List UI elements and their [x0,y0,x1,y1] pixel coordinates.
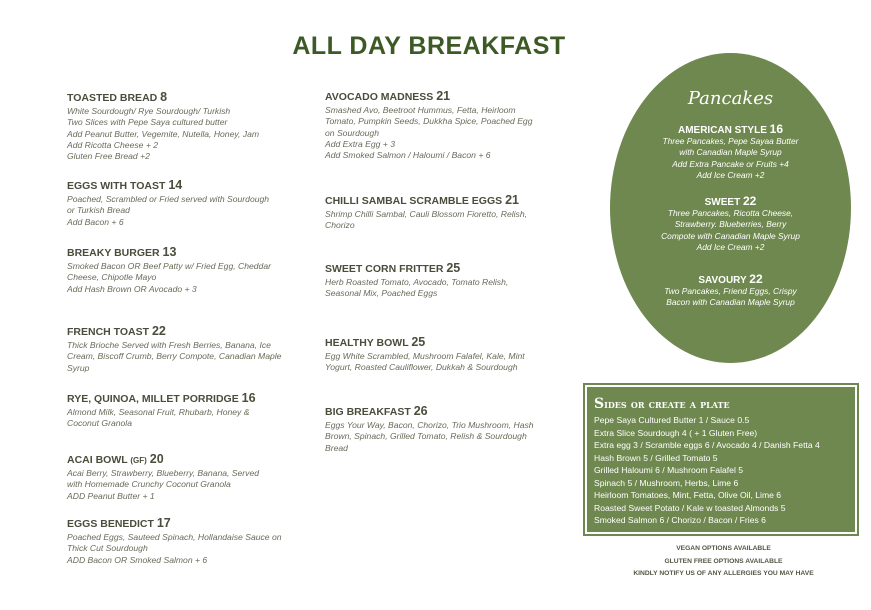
item-description: Shrimp Chilli Sambal, Cauli Blossom Fioretto, Relish, Chorizo [325,209,528,231]
item-description: Acai Berry, Strawberry, Blueberry, Banana, Served with Homemade Crunchy Coconut Granola ADD Peanut Butter + 1 [67,468,260,501]
sides-line: Extra egg 3 / Scramble eggs 6 / Avocado 4 / Danish Fetta 4 [594,440,820,450]
gluten-free-tag: (GF) [130,456,147,465]
menu-item-avocado-madness [325,89,535,161]
item-name: SWEET CORN FRITTER [325,263,444,275]
menu-item-acai-bowl [67,452,295,502]
sides-line: Pepe Saya Cultured Butter 1 / Sauce 0.5 [594,415,750,425]
item-name: SWEET [704,197,741,208]
item-description: Three Pancakes, Pepe Sayaa Butter with Canadian Maple Syrup Add Extra Pancake or Fruits +4 Add Ice Cream +2 [662,136,799,180]
item-description: Smoked Bacon OR Beef Patty w/ Fried Egg, Cheddar Cheese, Chipotle Mayo Add Hash Brown OR Avocado + 3 [67,261,271,294]
item-name: ACAI BOWL [67,454,128,466]
item-price: 13 [162,245,177,259]
item-name: SAVOURY [698,275,747,286]
item-description: Egg White Scrambled, Mushroom Falafel, Kale, Mint Yogurt, Roasted Cauliflower, Dukkah & Sourdough [325,351,525,373]
sides-line: Heirloom Tomatoes, Mint, Fetta, Olive Oil, Lime 6 [594,490,782,500]
menu-title: ALL DAY BREAKFAST [292,32,566,60]
menu-item-toasted-bread [67,90,295,162]
menu-item-big-breakfast [325,404,535,454]
item-name: BREAKY BURGER [67,247,160,259]
item-price: 14 [168,178,183,192]
item-name: BIG BREAKFAST [325,406,411,418]
item-price: 17 [156,516,171,530]
item-description: Poached, Scrambled or Fried served with Sourdough or Turkish Bread Add Bacon + 6 [67,194,270,227]
item-name: CHILLI SAMBAL SCRAMBLE EGGS [325,195,503,207]
item-name: HEALTHY BOWL [325,337,409,349]
vegan-note: VEGAN OPTIONS AVAILABLE [676,545,771,552]
sides-box [585,385,857,534]
item-description: Almond Milk, Seasonal Fruit, Rhubarb, Honey & Coconut Granola [67,407,250,429]
item-description: Herb Roasted Tomato, Avocado, Tomato Relish, Seasonal Mix, Poached Eggs [325,277,509,299]
item-name: AMERICAN STYLE [677,125,767,136]
sides-list [594,414,820,527]
menu-item-sweet-corn-fritter [325,261,535,300]
item-description: White Sourdough/ Rye Sourdough/ Turkish Two Slices with Pepe Saya cultured butter Add Peanut Butter, Vegemite, Nutella, Honey, Jam Add Ricotta Cheese + 2 Gluten Free Bread +2 [67,106,260,162]
sides-title: Sides or create a plate [594,396,730,412]
item-name: TOASTED BREAD [67,92,158,104]
item-price: 25 [411,335,426,349]
sides-line: Grilled Haloumi 6 / Mushroom Falafel 5 [594,465,744,475]
item-description: Smashed Avo, Beetroot Hummus, Fetta, Heirloom Tomato, Pumpkin Seeds, Dukkha Spice, Poached Egg on Sourdough Add Extra Egg + 3 Add Smoked Salmon / Haloumi / Bacon + 6 [325,105,533,161]
menu-item-healthy-bowl [325,335,535,374]
item-name: EGGS BENEDICT [67,518,154,530]
item-price: 16 [769,122,784,136]
item-price: 22 [749,272,763,286]
gluten-free-note: GLUTEN FREE OPTIONS AVAILABLE [664,557,783,565]
pancakes-title: Pancakes [687,88,774,109]
sides-line: Spinach 5 / Mushroom, Herbs, Lime 6 [594,477,739,488]
allergy-note: KINDLY NOTIFY US OF ANY ALLERGIES YOU MAY HAVE [633,570,814,577]
item-description: Two Pancakes, Friend Eggs, Crispy Bacon with Canadian Maple Syrup [664,286,797,308]
item-name: AVOCADO MADNESS [325,91,434,103]
sides-line: Smoked Salmon 6 / Chorizo / Bacon / Fries 6 [594,515,766,525]
menu-item-chilli-sambal [325,193,535,232]
item-price: 22 [742,194,757,208]
sides-line: Hash Brown 5 / Grilled Tomato 5 [594,452,718,463]
item-description: Thick Brioche Served with Fresh Berries, Banana, Ice Cream, Biscoff Crumb, Berry Compote, Canadian Maple Syrup [67,340,282,373]
item-description: Three Pancakes, Ricotta Cheese, Strawberry. Blueberries, Berry Compote with Canadian Maple Syrup Add Ice Cream +2 [661,208,800,252]
item-description: Eggs Your Way, Bacon, Chorizo, Trio Mushroom, Hash Brown, Spinach, Grilled Tomato, Relish & Sourdough Bread [325,420,534,453]
menu-item-eggs-benedict [67,516,295,566]
menu-item-porridge [67,391,295,430]
sides-line: Extra Slice Sourdough 4 ( + 1 Gluten Free) [594,427,758,438]
item-price: 22 [151,324,166,338]
item-name: EGGS WITH TOAST [67,180,166,192]
menu-item-french-toast [67,324,295,374]
item-price: 21 [436,89,451,103]
item-price: 16 [241,391,256,405]
item-name: FRENCH TOAST [67,326,150,338]
menu-item-eggs-with-toast [67,178,295,228]
pancake-item-sweet [610,194,851,253]
sides-line: Roasted Sweet Potato / Kale w toasted Almonds 5 [594,502,786,513]
dietary-notes [600,543,847,581]
item-price: 21 [505,193,519,207]
pancake-item-savoury [610,272,851,309]
item-description: Poached Eggs, Sauteed Spinach, Hollandaise Sauce on Thick Cut Sourdough ADD Bacon OR Smoked Salmon + 6 [67,532,282,565]
item-price: 20 [149,452,164,466]
item-price: 25 [446,261,461,275]
item-name: RYE, QUINOA, MILLET PORRIDGE [67,393,239,405]
menu-item-breaky-burger [67,245,295,295]
item-price: 26 [413,404,428,418]
pancake-item-american-style [610,122,851,181]
item-price: 8 [160,90,168,104]
